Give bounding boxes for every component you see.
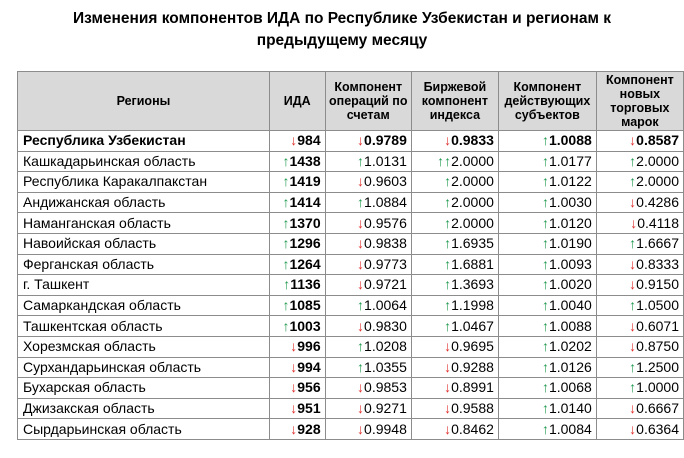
arrow-up-icon: ↑	[357, 358, 365, 375]
arrow-up-icon: ↑	[444, 194, 452, 211]
cell-value: 1.6667	[636, 235, 679, 252]
arrow-down-icon: ↓	[357, 317, 365, 334]
arrow-up-icon: ↑	[282, 235, 290, 252]
header-exchange-component: Биржевой компонент индекса	[411, 72, 498, 131]
cell-exchange-component	[411, 151, 498, 172]
cell-value: 1085	[289, 297, 321, 314]
arrow-up-icon: ↑	[629, 358, 637, 375]
cell-value: 1.0093	[548, 255, 592, 272]
cell-new-trademarks	[596, 275, 683, 296]
cell-value: 1.0500	[636, 297, 679, 314]
cell-value: 1.0122	[548, 173, 592, 190]
header-account-operations: Компонент операций по счетам	[325, 72, 411, 131]
arrow-up-icon: ↑	[541, 214, 549, 231]
cell-ida	[269, 151, 325, 172]
cell-value: 0.9576	[364, 214, 407, 231]
cell-new-trademarks	[596, 233, 683, 254]
table-row	[18, 192, 684, 213]
cell-region: Республика Каракалпакстан	[18, 172, 270, 193]
arrow-down-icon: ↓	[290, 132, 298, 149]
cell-account-operations	[325, 172, 411, 193]
cell-value: 0.6667	[636, 400, 679, 417]
cell-value: 0.9695	[451, 338, 494, 355]
cell-ida	[269, 254, 325, 275]
cell-active-entities	[498, 172, 596, 193]
cell-exchange-component	[411, 336, 498, 357]
arrow-down-icon: ↓	[290, 400, 298, 417]
cell-value: 0.9271	[364, 400, 407, 417]
cell-new-trademarks	[596, 357, 683, 378]
arrow-up-icon: ↑	[629, 297, 637, 314]
cell-active-entities	[498, 398, 596, 419]
arrow-down-icon: ↓	[629, 338, 637, 355]
arrow-down-icon: ↓	[357, 214, 365, 231]
arrow-up-icon: ↑	[541, 338, 549, 355]
cell-active-entities	[498, 378, 596, 399]
cell-region: Навоийская область	[18, 233, 270, 254]
arrow-up-icon: ↑	[541, 379, 549, 396]
table-row	[18, 254, 684, 275]
cell-ida	[269, 316, 325, 337]
cell-value: 2.0000	[636, 173, 679, 190]
arrow-up-icon: ↑	[282, 214, 290, 231]
cell-exchange-component	[411, 131, 498, 152]
cell-active-entities	[498, 131, 596, 152]
title-line-2: предыдущему месяцу	[256, 32, 428, 49]
table-row	[18, 213, 684, 234]
cell-value: 0.9948	[364, 420, 407, 437]
cell-value: 0.9833	[451, 132, 494, 149]
cell-value: 1.6881	[451, 255, 494, 272]
cell-value: 0.4286	[636, 194, 679, 211]
cell-active-entities	[498, 275, 596, 296]
cell-new-trademarks	[596, 213, 683, 234]
cell-value: 0.8750	[636, 338, 679, 355]
arrow-down-icon: ↓	[444, 400, 452, 417]
cell-account-operations	[325, 254, 411, 275]
arrow-up-icon: ↑	[444, 173, 452, 190]
cell-value: 994	[297, 358, 321, 375]
cell-new-trademarks	[596, 172, 683, 193]
cell-exchange-component	[411, 213, 498, 234]
cell-ida	[269, 131, 325, 152]
cell-value: 1.1998	[451, 297, 494, 314]
header-region: Регионы	[18, 72, 270, 131]
table-row	[18, 336, 684, 357]
cell-account-operations	[325, 295, 411, 316]
arrow-up-icon: ↑	[282, 317, 290, 334]
arrow-up-icon: ↑	[444, 235, 452, 252]
arrow-up-icon: ↑	[282, 152, 290, 169]
arrow-down-icon: ↓	[629, 400, 637, 417]
cell-active-entities	[498, 419, 596, 440]
cell-region: Бухарская область	[18, 378, 270, 399]
cell-value: 0.9830	[364, 317, 407, 334]
arrow-down-icon: ↓	[357, 235, 365, 252]
cell-new-trademarks	[596, 295, 683, 316]
arrow-down-icon: ↓	[444, 132, 452, 149]
cell-value: 1.3693	[451, 276, 494, 293]
cell-value: 1.0355	[364, 358, 407, 375]
cell-active-entities	[498, 192, 596, 213]
arrow-up-icon: ↑	[541, 194, 549, 211]
cell-ida	[269, 398, 325, 419]
arrow-down-icon: ↓	[357, 132, 365, 149]
cell-value: 951	[297, 400, 321, 417]
arrow-up-icon: ↑	[282, 255, 290, 272]
cell-value: 0.6364	[636, 420, 679, 437]
arrow-up-icon: ↑	[629, 173, 637, 190]
cell-value: 0.9773	[364, 255, 407, 272]
arrow-up-icon: ↑	[357, 297, 365, 314]
cell-value: 1.0190	[548, 235, 592, 252]
cell-value: 2.0000	[636, 152, 679, 169]
arrow-up-icon: ↑	[283, 276, 291, 293]
cell-region: Сырдарьинская область	[18, 419, 270, 440]
cell-ida	[269, 357, 325, 378]
arrow-down-icon: ↓	[444, 379, 452, 396]
cell-value: 2.0000	[451, 173, 494, 190]
cell-value: 1.0177	[548, 152, 592, 169]
cell-value: 1.0884	[364, 194, 407, 211]
arrow-down-icon: ↓	[629, 420, 637, 437]
arrow-down-icon: ↓	[444, 338, 452, 355]
arrow-up-icon: ↑	[282, 297, 290, 314]
cell-region: Кашкадарьинская область	[18, 151, 270, 172]
cell-new-trademarks	[596, 398, 683, 419]
arrow-down-icon: ↓	[357, 420, 365, 437]
cell-value: 2.0000	[451, 194, 494, 211]
cell-value: 984	[297, 132, 321, 149]
cell-new-trademarks	[596, 192, 683, 213]
cell-ida	[269, 275, 325, 296]
cell-exchange-component	[411, 419, 498, 440]
arrow-up-icon: ↑	[541, 358, 549, 375]
cell-ida	[269, 233, 325, 254]
cell-value: 0.8333	[636, 255, 679, 272]
cell-value: 1.0126	[548, 358, 592, 375]
table-row	[18, 295, 684, 316]
table-row	[18, 357, 684, 378]
cell-ida	[269, 336, 325, 357]
cell-value: 1.0140	[548, 400, 592, 417]
cell-region: Ташкентская область	[18, 316, 270, 337]
arrow-up-icon: ↑	[282, 173, 290, 190]
table-row	[18, 131, 684, 152]
cell-value: 1438	[289, 152, 321, 169]
cell-exchange-component	[411, 275, 498, 296]
cell-region: Самаркандская область	[18, 295, 270, 316]
cell-region: Сурхандарьинская область	[18, 357, 270, 378]
cell-new-trademarks	[596, 254, 683, 275]
cell-value: 2.0000	[451, 214, 494, 231]
cell-value: 0.9838	[364, 235, 407, 252]
table-header-row	[18, 72, 684, 131]
cell-value: 0.9150	[636, 276, 679, 293]
cell-value: 0.9789	[364, 132, 407, 149]
cell-value: 1.2500	[636, 358, 679, 375]
arrow-up-icon: ↑	[541, 420, 549, 437]
cell-exchange-component	[411, 192, 498, 213]
cell-value: 1.0208	[364, 338, 407, 355]
cell-new-trademarks	[596, 336, 683, 357]
cell-exchange-component	[411, 398, 498, 419]
header-active-entities: Компонент действующих субъектов	[498, 72, 596, 131]
cell-value: 1.0202	[548, 338, 592, 355]
cell-new-trademarks	[596, 151, 683, 172]
cell-value: 1.0088	[548, 317, 592, 334]
arrow-down-icon: ↓	[290, 420, 298, 437]
cell-account-operations	[325, 357, 411, 378]
cell-value: 1.0131	[364, 152, 407, 169]
cell-region: Андижанская область	[18, 192, 270, 213]
cell-value: 0.9603	[364, 173, 407, 190]
cell-value: 1.0000	[636, 379, 679, 396]
arrow-down-icon: ↓	[357, 379, 365, 396]
arrow-down-icon: ↓	[290, 338, 298, 355]
cell-account-operations	[325, 378, 411, 399]
cell-value: 1.0084	[548, 420, 592, 437]
cell-new-trademarks	[596, 378, 683, 399]
cell-ida	[269, 172, 325, 193]
cell-account-operations	[325, 192, 411, 213]
cell-exchange-component	[411, 316, 498, 337]
table-body	[18, 131, 684, 440]
cell-value: 1414	[289, 194, 321, 211]
arrow-down-icon: ↓	[357, 173, 365, 190]
arrow-up-icon: ↑	[541, 400, 549, 417]
arrow-down-icon: ↓	[629, 255, 637, 272]
arrow-down-icon: ↓	[444, 358, 452, 375]
cell-value: 1.6935	[451, 235, 494, 252]
cell-value: 1.0040	[548, 297, 592, 314]
arrow-up-icon: ↑	[629, 152, 637, 169]
cell-ida	[269, 192, 325, 213]
arrow-up-icon: ↑	[541, 132, 549, 149]
cell-exchange-component	[411, 254, 498, 275]
cell-value: 1.0120	[548, 214, 592, 231]
cell-value: 0.9721	[364, 276, 407, 293]
cell-value: 1370	[289, 214, 321, 231]
cell-exchange-component	[411, 233, 498, 254]
cell-value: 1264	[289, 255, 321, 272]
cell-account-operations	[325, 131, 411, 152]
arrow-up-icon: ↑	[444, 255, 452, 272]
cell-account-operations	[325, 336, 411, 357]
arrow-down-icon: ↓	[629, 132, 637, 149]
arrow-down-icon: ↓	[629, 194, 637, 211]
cell-value: 1.0068	[548, 379, 592, 396]
arrow-up-icon: ↑	[357, 194, 365, 211]
cell-value: 1.0467	[451, 317, 494, 334]
cell-value: 1.0064	[364, 297, 407, 314]
cell-account-operations	[325, 275, 411, 296]
arrow-up-icon: ↑	[444, 276, 452, 293]
cell-region: Джизакская область	[18, 398, 270, 419]
arrow-down-icon: ↓	[629, 317, 637, 334]
arrow-down-icon: ↓	[357, 276, 365, 293]
cell-value: 996	[297, 338, 321, 355]
cell-value: 1.0030	[548, 194, 592, 211]
cell-ida	[269, 295, 325, 316]
cell-active-entities	[498, 336, 596, 357]
arrow-down-icon: ↓	[444, 420, 452, 437]
cell-active-entities	[498, 151, 596, 172]
cell-exchange-component	[411, 172, 498, 193]
arrow-up-icon: ↑	[357, 338, 365, 355]
cell-active-entities	[498, 233, 596, 254]
arrow-down-icon: ↓	[290, 379, 298, 396]
cell-ida	[269, 213, 325, 234]
cell-value: 928	[297, 420, 321, 437]
arrow-up-icon: ↑	[541, 317, 549, 334]
table-row	[18, 419, 684, 440]
arrow-down-icon: ↓	[357, 400, 365, 417]
arrow-up-icon: ↑	[444, 297, 452, 314]
cell-active-entities	[498, 213, 596, 234]
arrow-up-icon: ↑	[444, 317, 452, 334]
cell-new-trademarks	[596, 131, 683, 152]
cell-value: 0.9288	[451, 358, 494, 375]
cell-account-operations	[325, 419, 411, 440]
cell-value: 0.8587	[636, 132, 679, 149]
arrow-up-icon: ↑	[541, 255, 549, 272]
cell-value: 0.9588	[451, 400, 494, 417]
arrow-up-icon: ↑	[541, 152, 549, 169]
table-row	[18, 398, 684, 419]
title-line-1: Изменения компонентов ИДА по Республике Узбекистан и регионам к	[72, 10, 611, 27]
cell-value: 0.6071	[636, 317, 679, 334]
cell-exchange-component	[411, 357, 498, 378]
cell-region: Ферганская область	[18, 254, 270, 275]
header-new-trademarks: Компонент новых торговых марок	[596, 72, 683, 131]
cell-value: 1136	[290, 276, 321, 293]
arrow-up-icon: ↑	[629, 235, 637, 252]
cell-ida	[269, 378, 325, 399]
table-row	[18, 151, 684, 172]
page-title	[0, 8, 684, 52]
arrow-up-icon: ↑	[444, 214, 452, 231]
cell-value: 0.8462	[451, 420, 494, 437]
arrow-up-icon: ↑↑	[437, 152, 452, 169]
cell-value: 0.9853	[364, 379, 407, 396]
cell-account-operations	[325, 316, 411, 337]
arrow-up-icon: ↑	[541, 173, 549, 190]
arrow-up-icon: ↑	[357, 152, 365, 169]
cell-value: 1296	[289, 235, 321, 252]
arrow-up-icon: ↑	[541, 276, 549, 293]
arrow-up-icon: ↑	[541, 297, 549, 314]
cell-account-operations	[325, 398, 411, 419]
cell-exchange-component	[411, 295, 498, 316]
cell-region: г. Ташкент	[18, 275, 270, 296]
cell-value: 1003	[289, 317, 321, 334]
region-components-table	[17, 71, 684, 440]
arrow-up-icon: ↑	[282, 194, 290, 211]
cell-active-entities	[498, 357, 596, 378]
cell-new-trademarks	[596, 316, 683, 337]
arrow-down-icon: ↓	[629, 276, 637, 293]
cell-account-operations	[325, 151, 411, 172]
cell-value: 0.4118	[637, 214, 679, 231]
cell-region: Хорезмская область	[18, 336, 270, 357]
cell-value: 1.0020	[548, 276, 592, 293]
cell-account-operations	[325, 233, 411, 254]
cell-region: Наманганская область	[18, 213, 270, 234]
cell-new-trademarks	[596, 419, 683, 440]
cell-value: 0.8991	[451, 379, 494, 396]
cell-ida	[269, 419, 325, 440]
table-row	[18, 275, 684, 296]
table-row	[18, 316, 684, 337]
cell-value: 1419	[289, 173, 321, 190]
arrow-down-icon: ↓	[290, 358, 298, 375]
cell-exchange-component	[411, 378, 498, 399]
cell-value: 2.0000	[451, 152, 494, 169]
cell-region: Республика Узбекистан	[18, 131, 270, 152]
arrow-down-icon: ↓	[357, 255, 365, 272]
cell-value: 956	[297, 379, 321, 396]
arrow-down-icon: ↓	[630, 214, 638, 231]
table-row	[18, 233, 684, 254]
cell-active-entities	[498, 254, 596, 275]
cell-active-entities	[498, 316, 596, 337]
table-row	[18, 378, 684, 399]
cell-active-entities	[498, 295, 596, 316]
table-row	[18, 172, 684, 193]
cell-value: 1.0088	[548, 132, 592, 149]
arrow-up-icon: ↑	[541, 235, 549, 252]
header-ida: ИДА	[269, 72, 325, 131]
cell-account-operations	[325, 213, 411, 234]
arrow-up-icon: ↑	[629, 379, 637, 396]
